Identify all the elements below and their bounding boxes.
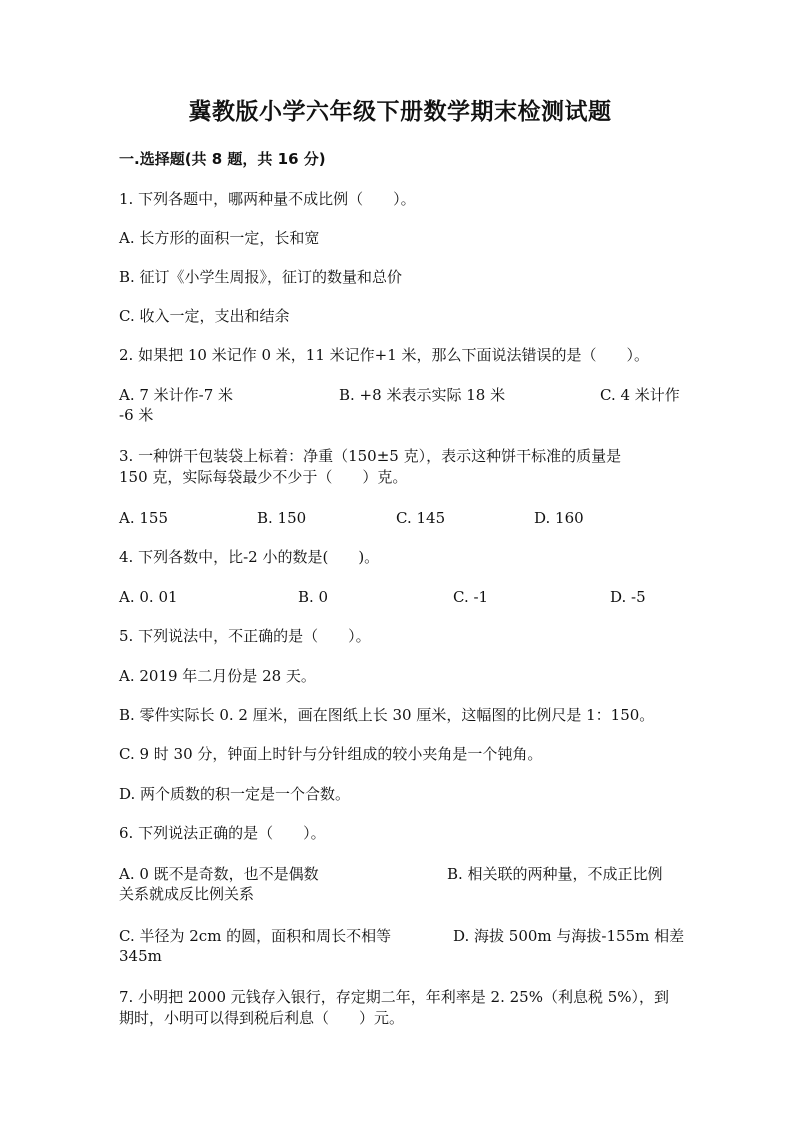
question-5-option-b: B. 零件实际长 0. 2 厘米，画在图纸上长 30 厘米，这幅图的比例尺是 1：150。: [119, 706, 655, 724]
question-2-option-a: A. 7 米计作-7 米: [119, 386, 234, 404]
question-2-option-c-continued: -6 米: [119, 406, 154, 424]
question-6-option-b-continued: 关系就成反比例关系: [119, 885, 255, 903]
question-3-option-c: C. 145: [396, 509, 446, 527]
question-3-option-b: B. 150: [257, 509, 307, 527]
question-1-option-c: C. 收入一定，支出和结余: [119, 307, 290, 325]
question-2-option-b: B. +8 米表示实际 18 米: [339, 386, 506, 404]
question-6-option-c: C. 半径为 2cm 的圆，面积和周长不相等: [119, 927, 392, 945]
question-5-option-c: C. 9 时 30 分，钟面上时针与分针组成的较小夹角是一个钝角。: [119, 745, 543, 763]
question-3-option-d: D. 160: [534, 509, 584, 527]
question-7-stem-line-2: 期时，小明可以得到税后利息（ ）元。: [119, 1009, 405, 1027]
question-1-option-b: B. 征订《小学生周报》，征订的数量和总价: [119, 268, 403, 286]
question-4-option-a: A. 0. 01: [119, 588, 178, 606]
page-title: 冀教版小学六年级下册数学期末检测试题: [188, 99, 612, 125]
question-2-option-c: C. 4 米计作: [600, 386, 680, 404]
question-4-option-d: D. -5: [610, 588, 646, 606]
question-1-option-a: A. 长方形的面积一定，长和宽: [119, 229, 320, 247]
question-6-stem: 6. 下列说法正确的是（ ）。: [119, 824, 326, 842]
question-3-option-a: A. 155: [119, 509, 168, 527]
section-heading: 一.选择题(共 8 题，共 16 分): [119, 150, 326, 168]
question-6-option-d-continued: 345m: [119, 947, 162, 965]
question-5-stem: 5. 下列说法中，不正确的是（ ）。: [119, 627, 371, 645]
question-6-option-a: A. 0 既不是奇数，也不是偶数: [119, 865, 319, 883]
question-1-stem: 1. 下列各题中，哪两种量不成比例（ ）。: [119, 190, 416, 208]
question-2-stem: 2. 如果把 10 米记作 0 米，11 米记作+1 米，那么下面说法错误的是（ ）。: [119, 346, 650, 364]
question-3-stem-line-2: 150 克，实际每袋最少不少于（ ）克。: [119, 468, 408, 486]
question-5-option-d: D. 两个质数的积一定是一个合数。: [119, 785, 351, 803]
question-7-stem-line-1: 7. 小明把 2000 元钱存入银行，存定期二年，年利率是 2. 25%（利息税 5%），到: [119, 988, 670, 1006]
question-4-option-c: C. -1: [453, 588, 489, 606]
question-5-option-a: A. 2019 年二月份是 28 天。: [119, 667, 316, 685]
question-3-stem-line-1: 3. 一种饼干包装袋上标着：净重（150±5 克），表示这种饼干标准的质量是: [119, 447, 622, 465]
question-4-option-b: B. 0: [298, 588, 329, 606]
question-6-option-d: D. 海拔 500m 与海拔-155m 相差: [453, 927, 685, 945]
question-4-stem: 4. 下列各数中，比-2 小的数是( )。: [119, 548, 380, 566]
question-6-option-b: B. 相关联的两种量，不成正比例: [447, 865, 663, 883]
